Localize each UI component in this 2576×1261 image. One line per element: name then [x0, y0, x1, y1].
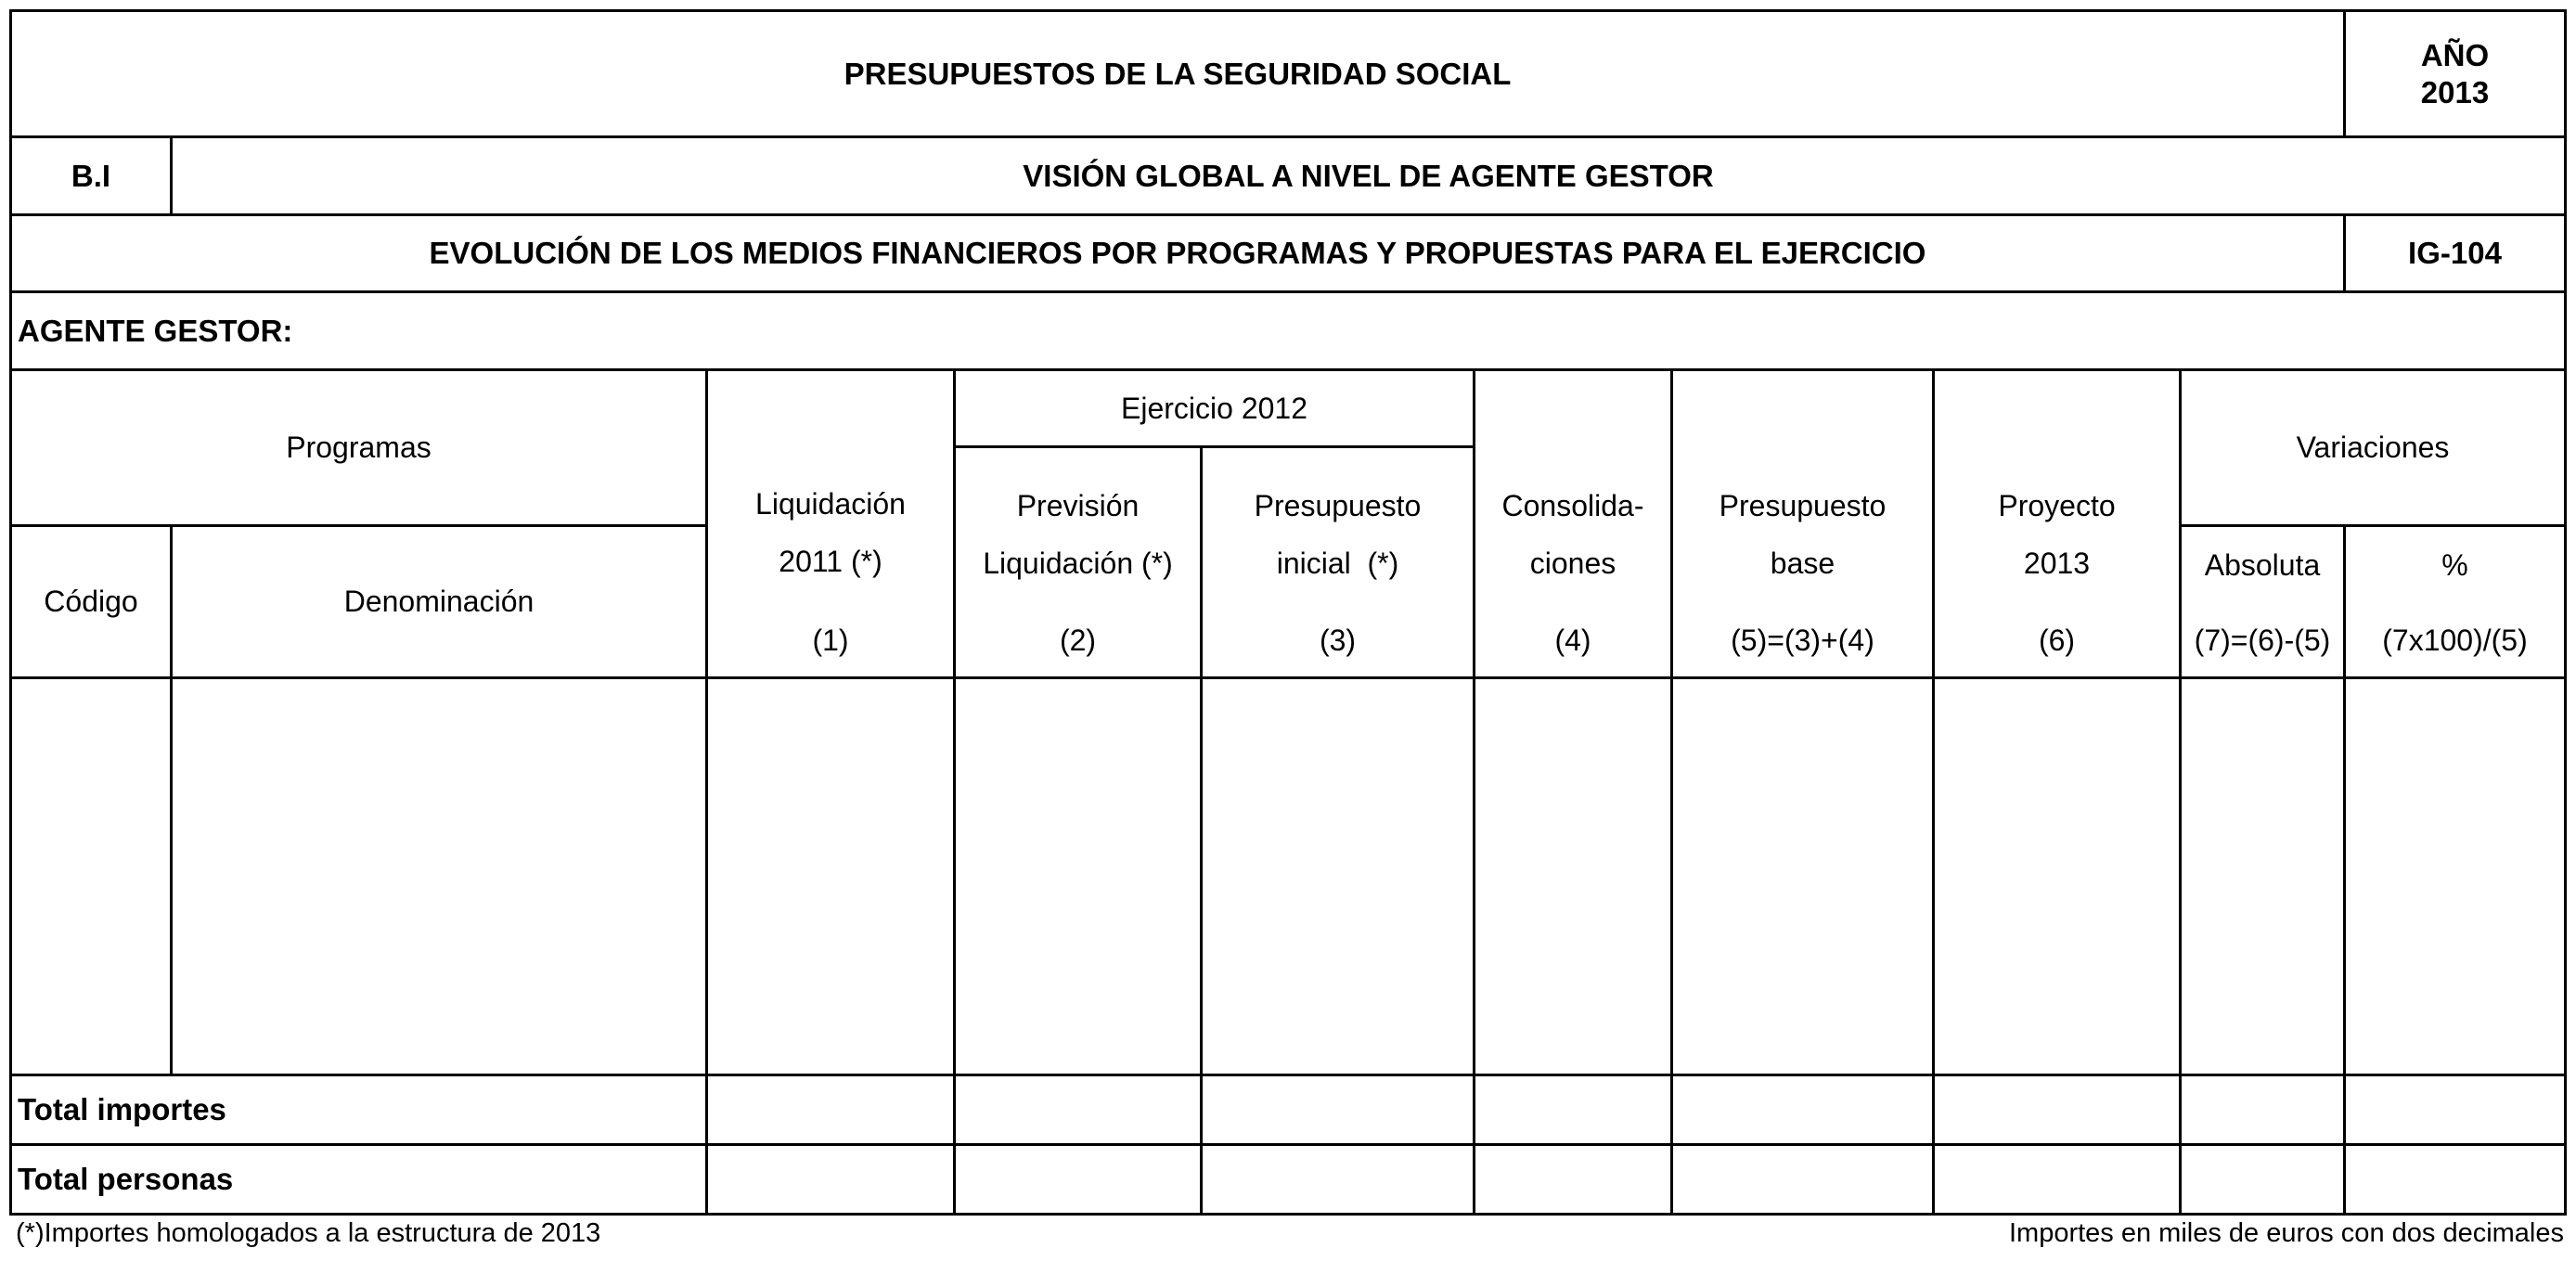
agent-label: AGENTE GESTOR: — [18, 313, 293, 348]
col-presupuesto-base-line2: base — [1770, 546, 1835, 580]
col-liquidacion-line1: Liquidación — [755, 486, 906, 521]
col-presupuesto-base-num: (5)=(3)+(4) — [1731, 623, 1874, 657]
year-box — [2346, 12, 2564, 135]
border-right — [2564, 9, 2567, 1216]
col-porcentaje-line1: % — [2441, 547, 2468, 582]
col-prevision-line1: Previsión — [1016, 488, 1140, 522]
col-codigo: Código — [44, 585, 138, 619]
col-absoluta-line1: Absoluta — [2204, 547, 2321, 582]
col-presupuesto-inicial-line2: inicial (*) — [1276, 546, 1399, 580]
section-code: B.I — [71, 158, 111, 193]
report-code: IG-104 — [2408, 236, 2502, 271]
col-prevision-line2: Liquidación (*) — [983, 546, 1173, 580]
col-consolidaciones-line2: ciones — [1529, 546, 1616, 580]
col-liquidacion-line2: 2011 (*) — [779, 544, 882, 578]
col-prevision-num: (2) — [1059, 623, 1097, 657]
section-title: VISIÓN GLOBAL A NIVEL DE AGENTE GESTOR — [1023, 158, 1714, 193]
col-presupuesto-inicial-num: (3) — [1319, 623, 1357, 657]
col-absoluta-num: (7)=(6)-(5) — [2194, 623, 2331, 657]
report-title: EVOLUCIÓN DE LOS MEDIOS FINANCIEROS POR PROGRAMAS Y PROPUESTAS PARA EL EJERCICIO — [429, 236, 1926, 271]
border-ejercicio-sub — [955, 445, 1475, 448]
col-programas: Programas — [286, 431, 431, 465]
total-importes-label: Total importes — [18, 1092, 226, 1127]
col-denominacion: Denominación — [343, 585, 535, 619]
col-presupuesto-base-line1: Presupuesto — [1719, 488, 1887, 522]
year-label: AÑO — [2420, 37, 2490, 72]
footer-units: Importes en miles de euros con dos decimales — [2008, 1217, 2564, 1248]
col-presupuesto-inicial-line1: Presupuesto — [1254, 488, 1422, 522]
col-variaciones: Variaciones — [2296, 431, 2450, 465]
year-value: 2013 — [2420, 74, 2490, 109]
col-consolidaciones-num: (4) — [1554, 623, 1591, 657]
form-title: PRESUPUESTOS DE LA SEGURIDAD SOCIAL — [844, 56, 1512, 91]
total-personas-label: Total personas — [18, 1162, 234, 1197]
col-liquidacion-num: (1) — [812, 623, 849, 657]
border-header-bottom — [9, 676, 2567, 679]
footer-note: (*)Importes homologados a la estructura de 2013 — [16, 1217, 601, 1248]
col-ejercicio: Ejercicio 2012 — [1121, 391, 1307, 425]
border-variaciones-sub — [2181, 524, 2567, 527]
col-proyecto-line2: 2013 — [2023, 546, 2091, 580]
col-proyecto-num: (6) — [2038, 623, 2076, 657]
col-porcentaje-num: (7x100)/(5) — [2382, 623, 2528, 657]
col-consolidaciones-line1: Consolida- — [1501, 488, 1644, 522]
col-proyecto-line1: Proyecto — [1998, 488, 2116, 522]
